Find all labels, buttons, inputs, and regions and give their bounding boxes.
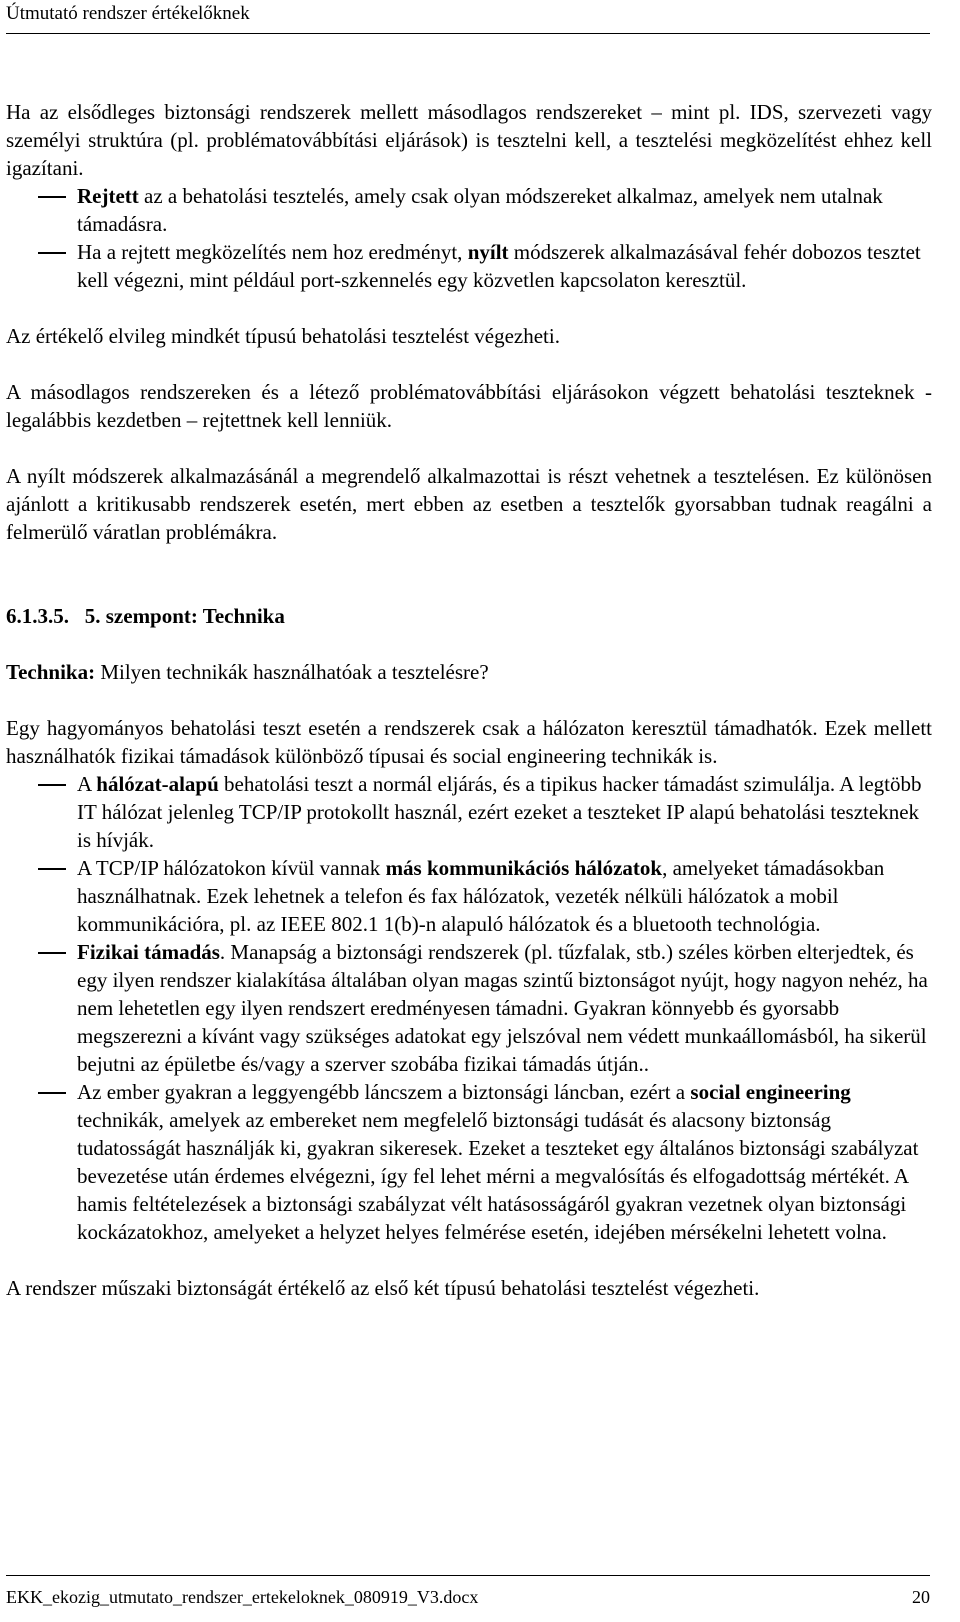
bullet-overt-bold: nyílt (467, 240, 509, 264)
dash-bullet-icon (38, 1092, 66, 1094)
question-text: Milyen technikák használhatóak a tesztelésre? (95, 660, 489, 684)
bullet-overt-text: módszerek alkalmazásával fehér dobozos tesztet kell végezni, mint például port-szkennelés egy közvetlen kapcsolaton keresztül. (77, 240, 921, 292)
bullet-social-bold: social engineering (690, 1080, 851, 1104)
bullet-other-text: , amelyeket támadásokban használhatnak. Ezek lehetnek a telefon és fax hálózatok, vezeték nélküli hálózatok a mobil kommunikációra, pl. az IEEE 802.1 1(b)-n alapuló hálózatok és a bluetooth technológia. (77, 856, 885, 936)
paragraph-open-methods: A nyílt módszerek alkalmazásánál a megrendelő alkalmazottai is részt vehetnek a tesztelésen. Ez különösen ajánlott a kritikusabb rendszerek esetén, mert ebben az esetben a tesztelők gyorsabban tudnak reagálni a felmerülő váratlan problémákra. (6, 464, 932, 544)
bullet-physical-bold: Fizikai támadás (77, 940, 220, 964)
page-number: 20 (912, 1587, 930, 1607)
bullet-overt-pre: Ha a rejtett megközelítés nem hoz eredményt, (77, 240, 468, 264)
document-body (6, 98, 932, 1302)
bullet-other-networks (6, 854, 932, 938)
header-title: Útmutató rendszer értékelőknek (6, 3, 250, 24)
paragraph-evaluator: Az értékelő elvileg mindkét típusú behatolási tesztelést végezheti. (6, 324, 560, 348)
dash-bullet-icon (38, 784, 66, 786)
question-technique (6, 658, 932, 686)
bullet-covert-text: az a behatolási tesztelés, amely csak olyan módszereket alkalmaz, amelyek nem utalnak támadásra. (77, 184, 883, 236)
bullet-social (6, 1078, 932, 1246)
bullet-covert (6, 182, 932, 238)
bullet-social-text: technikák, amelyek az embereket nem megfelelő biztonsági tudását és alacsony biztonság tudatosságát használják ki, gyakran sikeresek. Ezeket a teszteket egy általános biztonsági szabályzat bevezetése után érdemes elvégezni, így fel lehet mérni a megvalósítás és elfogadottság mértékét. A hamis feltételezések a biztonsági szabályzat vélt hatásosságáról gyakran vezetnek olyan biztonsági kockázatokhoz, amelyeket a helyzet helyes felmérése esetén, idejében mérsékelni lehetett volna. (77, 1108, 919, 1244)
section-heading: 6.1.3.5. 5. szempont: Technika (6, 604, 285, 628)
page-header (6, 2, 930, 34)
bullet-covert-bold: Rejtett (77, 184, 139, 208)
bullet-social-pre: Az ember gyakran a leggyengébb láncszem a biztonsági láncban, ezért a (77, 1080, 691, 1104)
footer-filename: EKK_ekozig_utmutato_rendszer_ertekeloknek_080919_V3.docx (6, 1587, 479, 1607)
bullet-other-pre: A TCP/IP hálózatokon kívül vannak (77, 856, 386, 880)
dash-bullet-icon (38, 196, 66, 198)
bullet-network-text: behatolási teszt a normál eljárás, és a tipikus hacker támadást szimulálja. A legtöbb IT hálózat jelenleg TCP/IP protokollt használ, ezért ezeket a teszteket IP alapú behatolási teszteknek is hívják. (77, 772, 922, 852)
page-footer (6, 1575, 930, 1609)
dash-bullet-icon (38, 252, 66, 254)
bullet-other-bold: más kommunikációs hálózatok (385, 856, 663, 880)
bullet-network-pre: A (77, 772, 97, 796)
paragraph-conclusion: A rendszer műszaki biztonságát értékelő az első két típusú behatolási tesztelést végezheti. (6, 1276, 760, 1300)
bullet-overt (6, 238, 932, 294)
question-bold: Technika: (6, 660, 96, 684)
dash-bullet-icon (38, 952, 66, 954)
bullet-network-bold: hálózat-alapú (96, 772, 219, 796)
bullet-network (6, 770, 932, 854)
dash-bullet-icon (38, 868, 66, 870)
bullet-physical-text: . Manapság a biztonsági rendszerek (pl. tűzfalak, stb.) széles körben elterjedtek, és egy ilyen rendszer kialakítása általában olyan magas szintű biztonságot nyújt, hogy nagyon nehéz, ha nem lehetetlen egy ilyen rendszert eredményesen támadni. Gyakran könnyebb és gyorsabb megszerezni a kívánt vagy szükséges adatokat egy jelszóval nem védett munkaállomásból, ha sikerül bejutni az épületbe és/vagy a szerver szobába fizikai támadás útján.. (77, 940, 928, 1076)
paragraph-traditional-test: Egy hagyományos behatolási teszt esetén a rendszerek csak a hálózaton keresztül támadhatók. Ezek mellett használhatók fizikai támadások különböző típusai és social engineering technikák is. (6, 716, 932, 768)
paragraph-secondary-tests: A másodlagos rendszereken és a létező problématovábbítási eljárásokon végzett behatolási teszteknek - legalábbis kezdetben – rejtettnek kell lenniük. (6, 380, 932, 432)
bullet-physical (6, 938, 932, 1078)
paragraph-secondary-systems: Ha az elsődleges biztonsági rendszerek mellett másodlagos rendszereket – mint pl. IDS, szervezeti vagy személyi struktúra (pl. problématovábbítási eljárások) is tesztelni kell, a tesztelési megközelítést ehhez kell igazítani. (6, 100, 932, 180)
